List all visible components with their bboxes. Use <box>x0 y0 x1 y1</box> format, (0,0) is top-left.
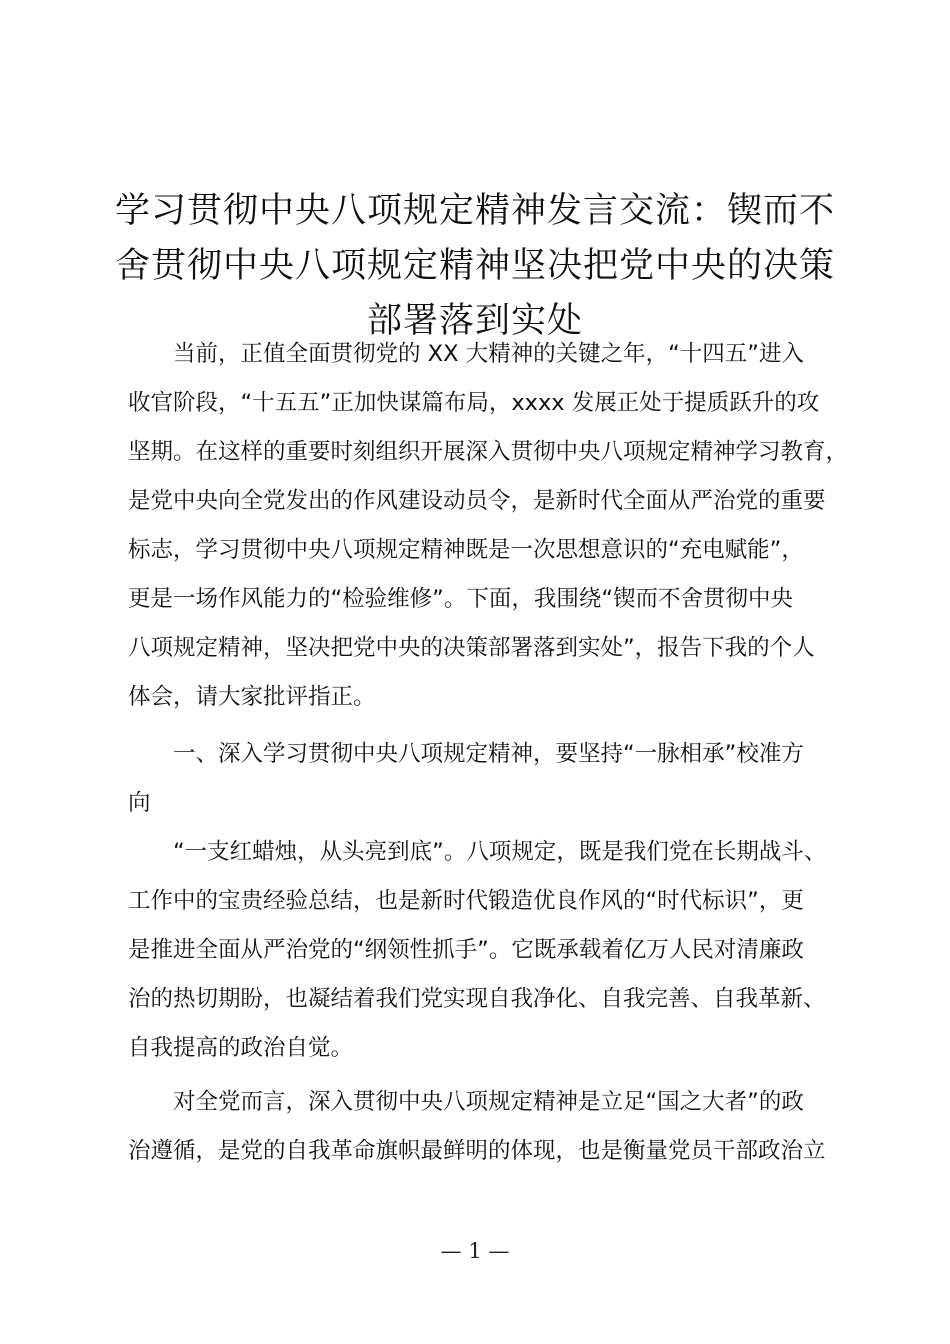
paragraph-section-one <box>128 828 830 1073</box>
title-line: 学习贯彻中央八项规定精神发言交流：锲而不 <box>114 191 835 231</box>
page-number: — 1 — <box>440 1239 510 1263</box>
paragraph-line: 工作中的宝贵经验总结，也是新时代锻造优良作风的“时代标识”，更 <box>128 888 804 914</box>
heading-line: 一、深入学习贯彻中央八项规定精神，要坚持“一脉相承”校准方 <box>173 741 804 767</box>
heading-line: 向 <box>128 790 151 816</box>
paragraph-line: “一支红蜡烛，从头亮到底”。八项规定，既是我们党在长期战斗、 <box>173 839 827 865</box>
paragraph-line: 收官阶段，“十五五”正加快谋篇布局，xxxx 发展正处于提质跃升的攻 <box>128 390 820 416</box>
paragraph-line: 对全党而言，深入贯彻中央八项规定精神是立足“国之大者”的政 <box>173 1089 804 1115</box>
paragraph-line: 自我提高的政治自觉。 <box>128 1035 354 1061</box>
section-heading-one <box>128 730 830 828</box>
paragraph-line: 坚期。在这样的重要时刻组织开展深入贯彻中央八项规定精神学习教育， <box>128 439 849 465</box>
paragraph-line: 体会，请大家批评指正。 <box>128 684 376 710</box>
paragraph-line: 更是一场作风能力的“检验维修”。下面，我围绕“锲而不舍贯彻中央 <box>128 586 793 612</box>
paragraph-line: 标志，学习贯彻中央八项规定精神既是一次思想意识的“充电赋能”， <box>128 537 804 563</box>
paragraph-line: 是党中央向全党发出的作风建设动员令，是新时代全面从严治党的重要 <box>128 488 826 514</box>
paragraph-line: 八项规定精神，坚决把党中央的决策部署落到实处”，报告下我的个人 <box>128 635 815 661</box>
paragraph-party-level <box>128 1078 830 1176</box>
title-line: 舍贯彻中央八项规定精神坚决把党中央的决策 <box>114 246 835 286</box>
paragraph-line: 是推进全面从严治党的“纲领性抓手”。它既承载着亿万人民对清廉政 <box>128 937 804 963</box>
paragraph-introduction <box>128 330 849 722</box>
paragraph-line: 治遵循，是党的自我革命旗帜最鲜明的体现，也是衡量党员干部政治立 <box>128 1138 826 1164</box>
document-title <box>100 184 850 349</box>
paragraph-line: 治的热切期盼，也凝结着我们党实现自我净化、自我完善、自我革新、 <box>128 986 826 1012</box>
paragraph-line: 当前，正值全面贯彻党的 XX 大精神的关键之年，“十四五”进入 <box>173 341 804 367</box>
title-line: 部署落到实处 <box>366 301 583 341</box>
